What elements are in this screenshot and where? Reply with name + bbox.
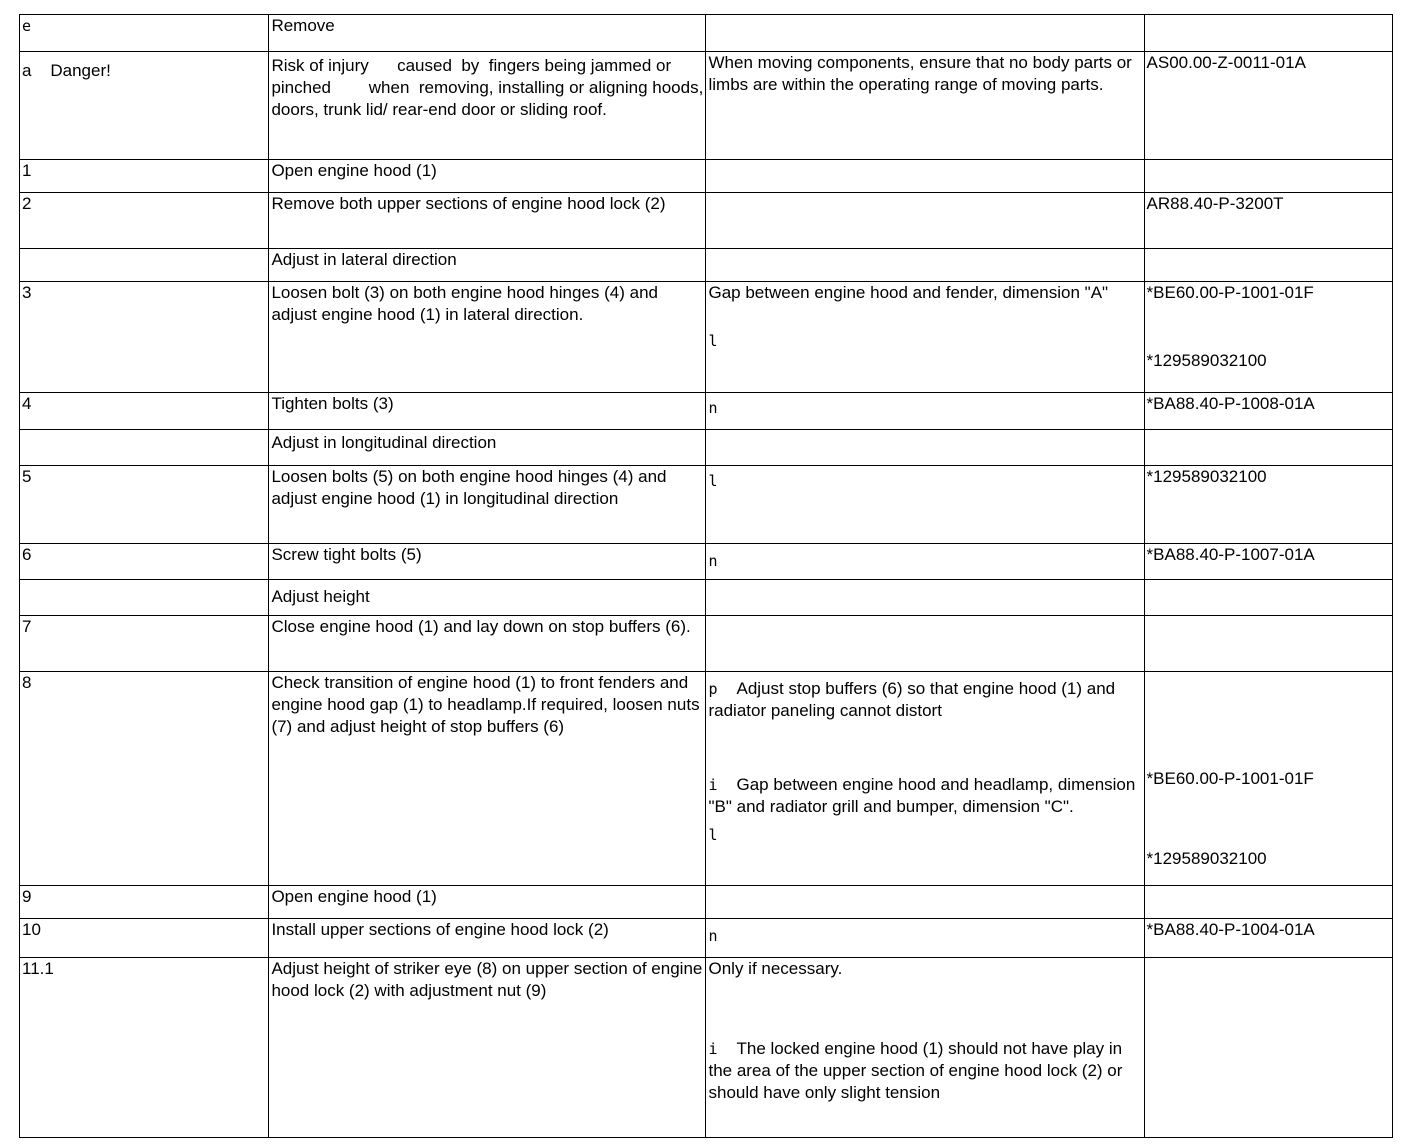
reference-cell (1144, 672, 1392, 886)
reference-cell (1144, 886, 1392, 919)
note-cell (706, 193, 1144, 249)
reference-cell (1144, 160, 1392, 193)
table-row (20, 466, 1393, 544)
table-row (20, 15, 1393, 52)
note-cell (706, 672, 1144, 886)
reference-cell (1144, 580, 1392, 616)
reference-code: *129589032100 (1146, 351, 1267, 370)
operation-cell: Open engine hood (1) (269, 886, 706, 919)
note-cell (706, 958, 1144, 1138)
note-cell (706, 544, 1144, 580)
step-number: 6 (20, 544, 269, 580)
operation-cell: Close engine hood (1) and lay down on stop buffers (6). (269, 616, 706, 672)
step-number: 5 (20, 466, 269, 544)
step-number (20, 249, 269, 282)
step-number: 2 (20, 193, 269, 249)
table-row (20, 919, 1393, 958)
operation-cell: Loosen bolt (3) on both engine hood hinges (4) and adjust engine hood (1) in lateral direction. (269, 282, 706, 393)
note-cell (706, 580, 1144, 616)
reference-cell (1144, 958, 1392, 1138)
section-heading: Adjust in longitudinal direction (269, 430, 706, 466)
table-row (20, 430, 1393, 466)
note-cell (706, 15, 1144, 52)
note-cell (706, 160, 1144, 193)
note-text: Gap between engine hood and fender, dimension "A" (708, 283, 1109, 302)
note-cell (706, 282, 1144, 393)
step-cell (20, 15, 269, 52)
note-cell (706, 919, 1144, 958)
reference-cell (1144, 616, 1392, 672)
operation-cell: Loosen bolts (5) on both engine hood hinges (4) and adjust engine hood (1) in longitudinal direction (269, 466, 706, 544)
operation-cell: Remove both upper sections of engine hood lock (2) (269, 193, 706, 249)
operation-cell: Remove (269, 15, 706, 52)
note-text: p Adjust stop buffers (6) so that engine hood (1) and radiator paneling cannot distort (708, 679, 1116, 720)
reference-cell (1144, 430, 1392, 466)
reference-code: *129589032100 (1146, 849, 1267, 868)
symbol-i-icon: i (708, 1040, 718, 1058)
table-row (20, 886, 1393, 919)
reference-cell: *129589032100 (1144, 466, 1392, 544)
step-number: 1 (20, 160, 269, 193)
table-row (20, 672, 1393, 886)
step-number: 11.1 (20, 958, 269, 1138)
reference-cell: *BA88.40-P-1004-01A (1144, 919, 1392, 958)
table-row (20, 52, 1393, 160)
note-cell (706, 616, 1144, 672)
danger-cell (20, 52, 269, 160)
note-cell (706, 249, 1144, 282)
operation-cell: Screw tight bolts (5) (269, 544, 706, 580)
operation-cell: Check transition of engine hood (1) to front fenders and engine hood gap (1) to headlamp.If required, loosen nuts (7) and adjust height of stop buffers (6) (269, 672, 706, 886)
section-heading: Adjust height (269, 580, 706, 616)
reference-cell: AS00.00-Z-0011-01A (1144, 52, 1392, 160)
symbol-l-icon: l (708, 472, 718, 490)
note-cell (706, 886, 1144, 919)
operation-cell: Risk of injury caused by fingers being jammed or pinched when removing, installing or aligning hoods, doors, trunk lid/ rear-end door or sliding roof. (269, 52, 706, 160)
symbol-i-icon: i (708, 776, 718, 794)
symbol-n-icon: n (708, 399, 718, 417)
table-row (20, 544, 1393, 580)
reference-cell: *BA88.40-P-1007-01A (1144, 544, 1392, 580)
danger-label: a Danger! (22, 61, 111, 80)
note-cell: When moving components, ensure that no body parts or limbs are within the operating range of moving parts. (706, 52, 1144, 160)
table-row (20, 282, 1393, 393)
step-number: 8 (20, 672, 269, 886)
table-row (20, 958, 1393, 1138)
step-number: 10 (20, 919, 269, 958)
step-number: 7 (20, 616, 269, 672)
table-row (20, 616, 1393, 672)
note-text: Only if necessary. (708, 959, 843, 978)
note-text: i The locked engine hood (1) should not have play in the area of the upper section of engine hood lock (2) or should have only slight tension (708, 1039, 1123, 1102)
table-row (20, 580, 1393, 616)
note-cell (706, 393, 1144, 430)
reference-code: *BE60.00-P-1001-01F (1146, 769, 1314, 788)
step-number: 4 (20, 393, 269, 430)
note-cell (706, 430, 1144, 466)
reference-cell: *BA88.40-P-1008-01A (1144, 393, 1392, 430)
table-row (20, 160, 1393, 193)
note-cell (706, 466, 1144, 544)
symbol-p-icon: p (708, 680, 718, 698)
reference-code: *BE60.00-P-1001-01F (1146, 283, 1314, 302)
section-heading: Adjust in lateral direction (269, 249, 706, 282)
reference-cell: AR88.40-P-3200T (1144, 193, 1392, 249)
step-number (20, 430, 269, 466)
reference-cell (1144, 249, 1392, 282)
reference-cell (1144, 282, 1392, 393)
step-number: 3 (20, 282, 269, 393)
operation-cell: Tighten bolts (3) (269, 393, 706, 430)
table-row (20, 249, 1393, 282)
step-number: 9 (20, 886, 269, 919)
table-row (20, 193, 1393, 249)
reference-cell (1144, 15, 1392, 52)
operation-cell: Open engine hood (1) (269, 160, 706, 193)
note-text: i Gap between engine hood and headlamp, dimension "B" and radiator grill and bumper, dimension "C". (708, 775, 1136, 816)
step-number (20, 580, 269, 616)
symbol-e-icon: e (22, 17, 32, 35)
table-row (20, 393, 1393, 430)
symbol-n-icon: n (708, 552, 718, 570)
symbol-n-icon: n (708, 927, 718, 945)
procedure-table (19, 14, 1393, 1138)
operation-cell: Adjust height of striker eye (8) on upper section of engine hood lock (2) with adjustment nut (9) (269, 958, 706, 1138)
symbol-l-icon: l (708, 826, 718, 844)
operation-cell: Install upper sections of engine hood lock (2) (269, 919, 706, 958)
symbol-l-icon: l (708, 332, 718, 350)
